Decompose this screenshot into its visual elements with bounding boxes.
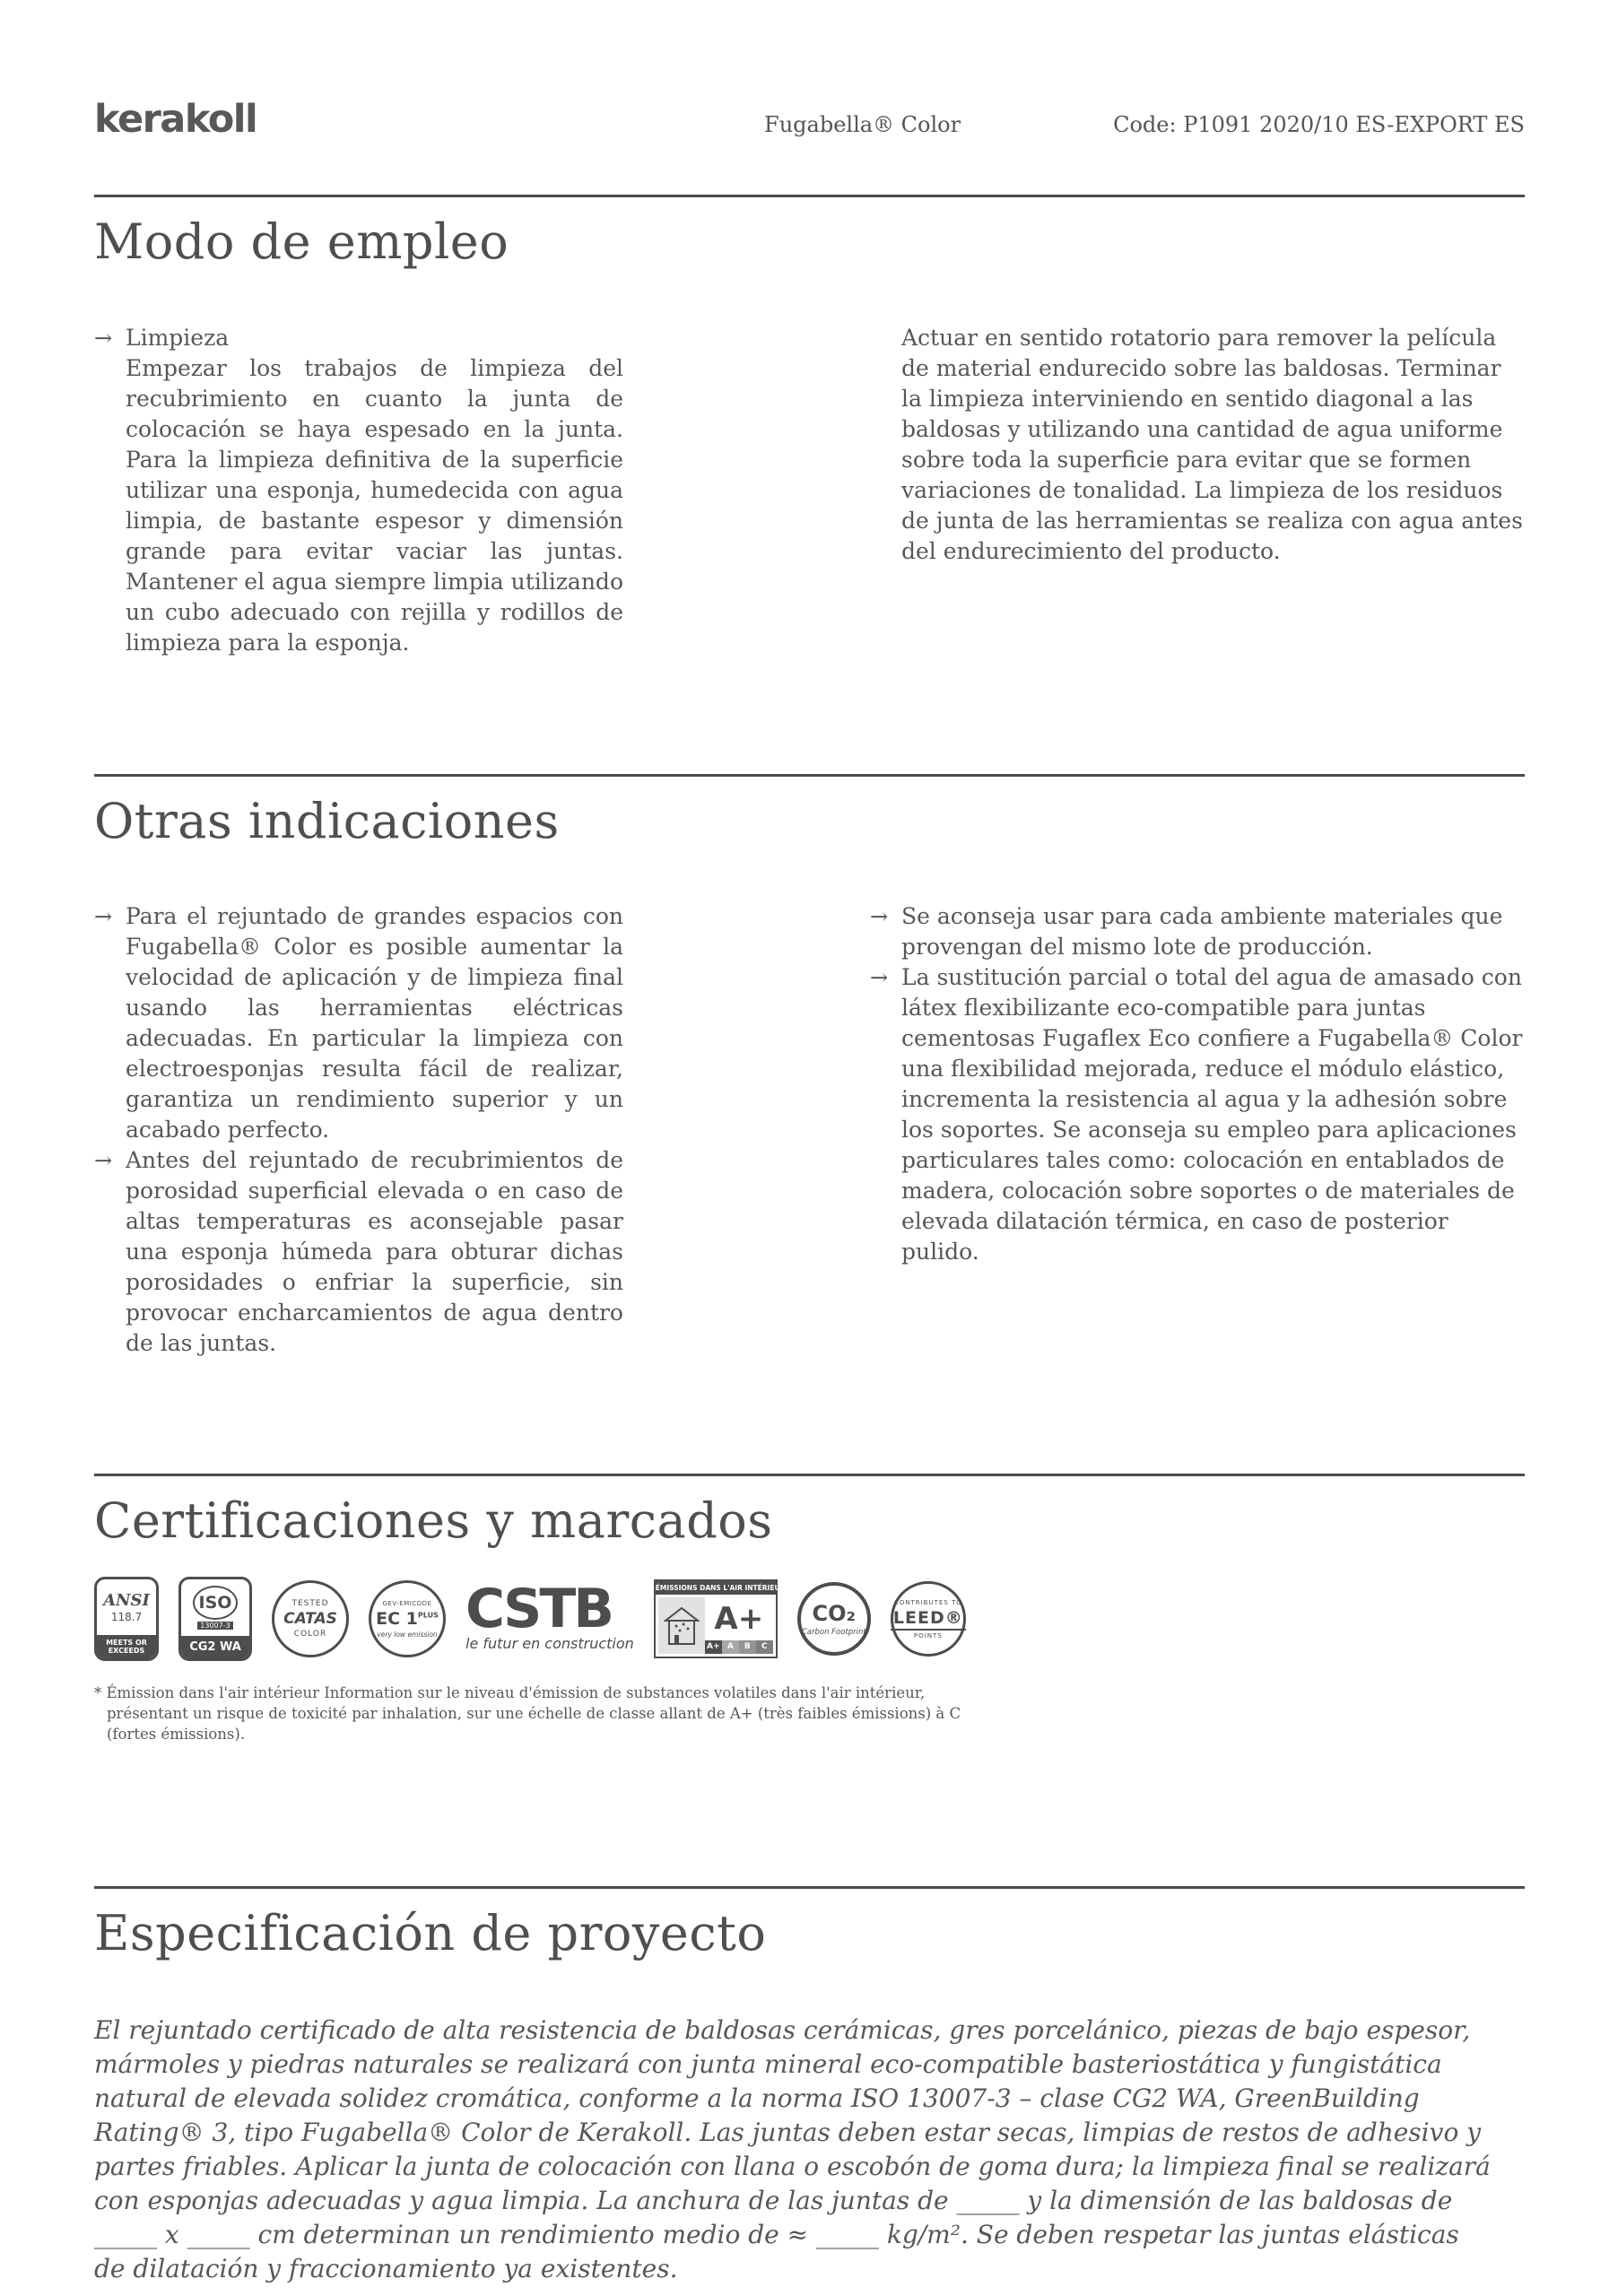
- co2-carbon-footprint-badge: [797, 1582, 871, 1656]
- otras-left-column: [94, 901, 623, 1359]
- leed-top: CONTRIBUTES TO: [893, 1598, 962, 1606]
- iso-label: ISO: [198, 1593, 232, 1613]
- bullet-item: [870, 962, 1525, 1267]
- document-code: Code: P1091 2020/10 ES-EXPORT ES: [1113, 112, 1525, 137]
- ansi-badge-top: [97, 1579, 156, 1635]
- aplus-grade-area: [705, 1597, 773, 1654]
- section-divider: [94, 195, 1525, 197]
- scale-cell: A+: [705, 1640, 722, 1654]
- otras-right-bullet-2: La sustitución parcial o total del agua de amasado con látex flexibilizante eco-compatible para juntas cementosas Fugaflex Eco confiere a Fugabella® Color una flexibilidad mejorada, reduce el módulo elástico, incrementa la resistencia al agua y la adhesión sobre los soportes. Se aconseja su empleo para aplicaciones particulares tales como: colocación en entablados de madera, colocación sobre soportes o de materiales de elevada dilatación térmica, en caso de posterior pulido.: [901, 964, 1523, 1265]
- co2-label: CO₂: [812, 1601, 857, 1626]
- arrow-bullet-icon: →: [94, 1148, 113, 1173]
- modo-left-column: [94, 323, 623, 658]
- aplus-header: ÉMISSIONS DANS L'AIR INTÉRIEUR*: [656, 1581, 776, 1595]
- bullet-item: [94, 901, 623, 1145]
- section-divider: [94, 1474, 1525, 1476]
- cstb-tagline: le futur en construction: [465, 1635, 634, 1652]
- modo-title: Modo de empleo: [94, 213, 509, 270]
- arrow-bullet-icon: →: [94, 326, 113, 351]
- aplus-scale: [705, 1640, 773, 1654]
- modo-columns: [94, 323, 1525, 658]
- catas-top: TESTED: [291, 1599, 329, 1608]
- ansi-band: MEETS OR EXCEEDS: [97, 1635, 156, 1658]
- kerakoll-logo: kerakoll: [94, 97, 257, 142]
- iso-globe-icon: [181, 1579, 249, 1636]
- catas-label: CATAS: [283, 1610, 337, 1628]
- cstb-label: CSTB: [465, 1578, 613, 1640]
- scale-cell: C: [756, 1640, 773, 1654]
- ansi-number: 118.7: [110, 1611, 143, 1623]
- ansi-badge: [94, 1577, 159, 1661]
- bullet-item: [870, 901, 1525, 962]
- limpieza-label: Limpieza: [126, 325, 230, 351]
- espec-paragraph: El rejuntado certificado de alta resistencia de baldosas cerámicas, gres porcelánico, piezas de bajo espesor, mármoles y piedras naturales se realizará con junta mineral eco-compatible basteriostática y fungistática natural de elevada solidez cromática, conforme a la norma ISO 13007-3 – clase CG2 WA, GreenBuilding Rating® 3, tipo Fugabella® Color de Kerakoll. Las juntas deben estar secas, limpias de restos de adhesivo y partes friables. Aplicar la junta de colocación con llana o escobón de goma dura; la limpieza final se realizará con esponjas adecuadas y agua limpia. La anchura de las juntas de _____ y la dimensión de las baldosas de _____ x _____ cm determinan un rendimiento medio de ≈ _____ kg/m². Se deben respetar las juntas elásticas de dilatación y fraccionamiento ya existentes.: [94, 2015, 1491, 2283]
- section-divider: [94, 1886, 1525, 1889]
- catas-bottom: COLOR: [293, 1630, 327, 1639]
- arrow-bullet-icon: →: [870, 965, 889, 990]
- bullet-content: [126, 323, 623, 658]
- bullet-item: [94, 323, 623, 658]
- aplus-emissions-badge: [654, 1579, 789, 1658]
- ec1-label: EC $1^{PLUS}$: [376, 1608, 439, 1629]
- leed-bottom: POINTS: [913, 1631, 943, 1639]
- house-icon: [658, 1597, 705, 1654]
- certification-badge-row: [94, 1577, 1525, 1661]
- espec-title: Especificación de proyecto: [94, 1905, 767, 1961]
- modo-right-text: Actuar en sentido rotatorio para remover la película de material endurecido sobre las baldosas. Terminar la limpieza interviniendo en sentido diagonal a las baldosas y utilizando una cantidad de agua uniforme sobre toda la superficie para evitar que se formen variaciones de tonalidad. La limpieza de los residuos de junta de las herramientas se realiza con agua antes del endurecimiento del producto.: [901, 325, 1523, 564]
- leed-badge: [891, 1581, 966, 1657]
- otras-right-bullet-1: Se aconseja usar para cada ambiente materiales que provengan del mismo lote de producción.: [901, 903, 1503, 960]
- section-divider: [94, 774, 1525, 777]
- emissions-footnote: * Émission dans l'air intérieur Information sur le niveau d'émission de substances volatiles dans l'air intérieur, présentant un risque de toxicité par inhalation, sur une échelle de classe allant de A+ (très faibles émissions) à C (fortes émissions).: [94, 1684, 961, 1743]
- emicode-bottom: very low emission: [377, 1630, 438, 1639]
- iso-band: CG2 WA: [181, 1636, 249, 1658]
- cert-title: Certificaciones y marcados: [94, 1492, 773, 1549]
- otras-left-bullet-2: Antes del rejuntado de recubrimientos de porosidad superficial elevada o en caso de altas temperaturas es aconsejable pasar una esponja húmeda para obturar dichas porosidades o enfriar la superficie, sin provocar encharcamientos de agua dentro de las juntas.: [126, 1147, 623, 1356]
- product-name: Fugabella® Color: [764, 112, 961, 137]
- otras-columns: [94, 901, 1525, 1359]
- ansi-label: ANSI: [103, 1591, 150, 1610]
- otras-right-column: [870, 901, 1525, 1267]
- cstb-logo: [465, 1578, 634, 1652]
- otras-title: Otras indicaciones: [94, 793, 560, 849]
- otras-left-bullet-1: Para el rejuntado de grandes espacios con Fugabella® Color es posible aumentar la velocidad de aplicación y de limpieza final usando las herramientas eléctricas adecuadas. En particular la limpieza con electroesponjas resulta fácil de realizar, garantiza un rendimiento superior y un acabado perfecto.: [126, 903, 623, 1143]
- bullet-item: [94, 1145, 623, 1359]
- catas-badge: [272, 1580, 349, 1657]
- modo-right-column: [870, 323, 1525, 567]
- arrow-bullet-icon: →: [94, 904, 113, 929]
- aplus-body: [656, 1595, 776, 1657]
- arrow-bullet-icon: →: [870, 904, 889, 929]
- iso-number: 13007-3: [197, 1622, 232, 1630]
- emicode-ec1-badge: [369, 1580, 446, 1657]
- aplus-grade: A+: [714, 1601, 764, 1637]
- page-header: [94, 97, 1525, 142]
- modo-left-text: Empezar los trabajos de limpieza del recubrimiento en cuanto la junta de colocación se haya espesado en la junta. Para la limpieza definitiva de la superficie utilizar una esponja, humedecida con agua limpia, de bastante espesor y dimensión grande para evitar vaciar las juntas. Mantener el agua siempre limpia utilizando un cubo adecuado con rejilla y rodillos de limpieza para la esponja.: [126, 355, 623, 656]
- ec1-plus: PLUS: [417, 1611, 439, 1620]
- co2-bottom: Carbon Footprint: [801, 1628, 866, 1637]
- emicode-top: GEV-EMICODE: [382, 1599, 432, 1607]
- leed-label: LEED®: [891, 1608, 966, 1631]
- iso-badge: [178, 1577, 252, 1661]
- scale-cell: B: [739, 1640, 756, 1654]
- scale-cell: A: [722, 1640, 739, 1654]
